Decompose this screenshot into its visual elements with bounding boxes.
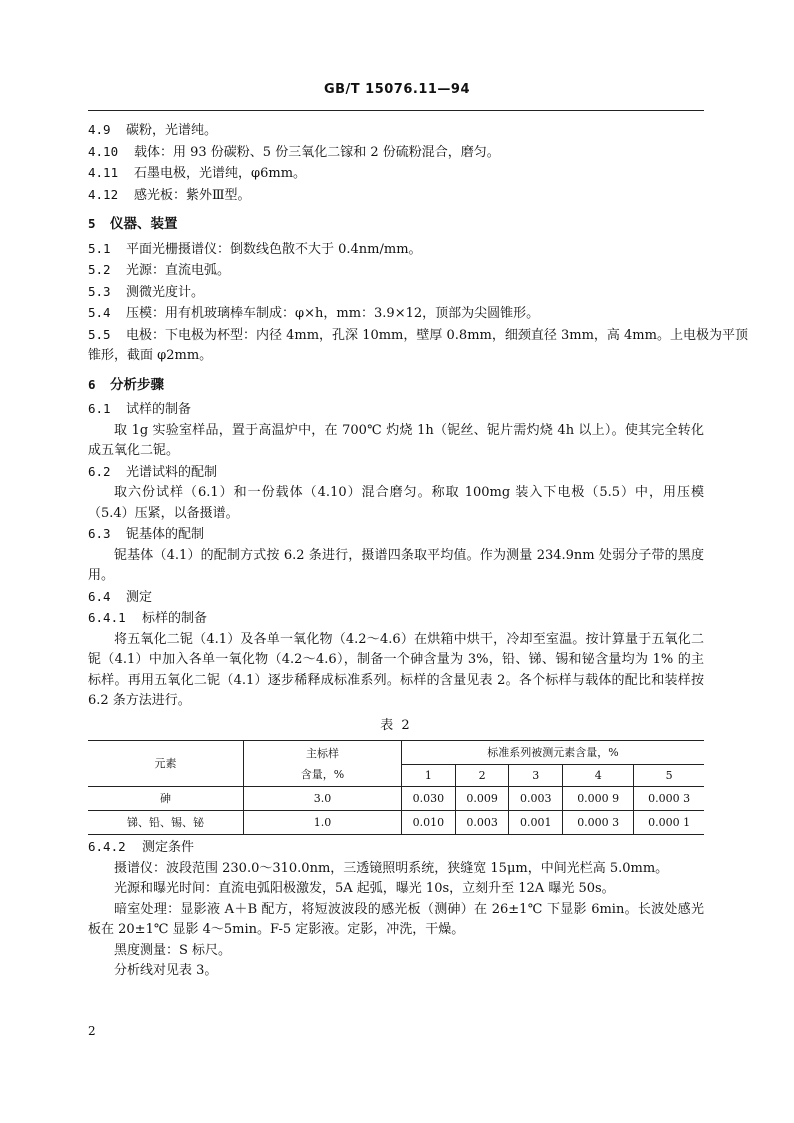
paragraph-6-2: 取六份试样（6.1）和一份载体（4.10）混合磨匀。称取 100mg 装入下电极（5.5）中，用压模（5.4）压紧，以备摄谱。 <box>88 485 704 521</box>
subsection-6-1-heading <box>88 399 704 421</box>
section-number: 6 <box>88 376 96 392</box>
item-5-2 <box>88 260 704 282</box>
clause-number: 6.4.1 <box>88 610 126 625</box>
table-2-title: 表 2 <box>380 717 412 733</box>
subsection-title: 测定条件 <box>142 840 195 855</box>
series-num: 5 <box>634 765 704 787</box>
series-num: 4 <box>563 765 634 787</box>
clause-text: 电极：下电极为杯型：内径 4mm，孔深 10mm，壁厚 0.8mm，细颈直径 3mm，高 4mm。上电极为平顶 <box>126 327 748 343</box>
clause-number: 4.12 <box>88 186 119 202</box>
cell-element: 砷 <box>88 787 244 811</box>
header-element: 元素 <box>88 741 244 787</box>
table-2 <box>88 740 704 835</box>
clause-number: 6.4 <box>88 588 111 604</box>
cell-value: 0.010 <box>402 811 456 835</box>
clause-number: 6.1 <box>88 401 111 416</box>
clause-text: 感光板：紫外Ⅲ型。 <box>134 187 251 203</box>
item-4-9 <box>88 120 704 142</box>
table-header-row <box>88 741 704 765</box>
header-series: 标准系列被测元素含量，% <box>402 741 705 765</box>
paragraph-6-4-2-spectrograph: 摄谱仪：波段范围 230.0～310.0nm，三透镜照明系统，狭缝宽 15μm，中间光栏高 5.0mm。 <box>114 860 669 876</box>
subsection-6-2-heading <box>88 462 704 484</box>
section-title: 仪器、装置 <box>110 216 178 232</box>
item-4-10 <box>88 142 704 164</box>
subsection-6-4-2-heading <box>88 837 704 859</box>
item-4-12 <box>88 185 704 207</box>
paragraph-6-1: 取 1g 实验室样品，置于高温炉中，在 700℃ 灼烧 1h（铌丝、铌片需灼烧 4h 以上）。使其完全转化成五氧化二铌。 <box>88 422 704 458</box>
standard-code-header: GB/T 15076.11—94 <box>323 82 471 97</box>
page-number: 2 <box>88 1024 96 1038</box>
clause-number: 5.1 <box>88 240 111 256</box>
item-5-1 <box>88 239 704 261</box>
item-4-11 <box>88 163 704 185</box>
section-5-heading <box>88 214 704 235</box>
clause-number: 5.2 <box>88 262 111 277</box>
clause-number: 6.2 <box>88 463 111 479</box>
section-title: 分析步骤 <box>110 376 164 393</box>
subsection-title: 测定 <box>126 589 153 605</box>
clause-number: 5.4 <box>88 305 111 320</box>
cell-value: 0.001 <box>509 811 563 835</box>
series-num: 3 <box>509 765 563 787</box>
subsection-6-3-heading <box>88 524 704 546</box>
cell-value: 0.003 <box>455 811 509 835</box>
cell-value: 0.000 1 <box>634 811 704 835</box>
table-row <box>88 811 704 835</box>
clause-text: 光源：直流电弧。 <box>126 263 231 278</box>
clause-text: 平面光栅摄谱仪：倒数线色散不大于 0.4nm/mm。 <box>126 241 422 257</box>
clause-number: 5.5 <box>88 326 111 342</box>
paragraph-6-3: 铌基体（4.1）的配制方式按 6.2 条进行，摄谱四条取平均值。作为测量 234.9nm 处弱分子带的黑度用。 <box>88 547 704 583</box>
cell-value: 0.000 9 <box>563 787 634 811</box>
section-number: 5 <box>88 216 96 231</box>
clause-number: 4.10 <box>88 143 119 159</box>
clause-text: 压模：用有机玻璃棒车制成：φ×h，mm：3.9×12，顶部为尖圆锥形。 <box>126 306 540 321</box>
paragraph-6-4-1: 将五氧化二铌（4.1）及各单一氧化物（4.2～4.6）在烘箱中烘干，冷却至室温。按计算量于五氧化二铌（4.1）中加入各单一氧化物（4.2～4.6），制备一个砷含量为 3%，铅、锑、锡和铋含量均为 1% 的主标样。再用五氧化二铌（4.1）逐步稀释成标准系列。标样的含量见表 2。各个标样与载体的配比和装样按 6.2 条方法进行。 <box>88 631 704 708</box>
header-rule <box>88 110 704 111</box>
paragraph-6-4-2-density: 黑度测量：S 标尺。 <box>114 942 232 958</box>
paragraph-6-4-2-darkroom: 暗室处理：显影液 A＋B 配方，将短波波段的感光板（测砷）在 26±1℃ 下显影 6min。长波处感光板在 20±1℃ 显影 4～5min。F-5 定影液。定影，冲洗，干燥。 <box>88 901 704 937</box>
header-main-line1: 主标样 <box>306 746 339 760</box>
cell-value: 0.030 <box>402 787 456 811</box>
cell-element: 锑、铅、锡、铋 <box>88 811 244 835</box>
series-num: 1 <box>402 765 456 787</box>
cell-value: 0.009 <box>455 787 509 811</box>
item-5-5 <box>88 325 748 347</box>
paragraph-6-4-2-light-source: 光源和曝光时间：直流电弧阳极激发，5A 起弧，曝光 10s，立刻升至 12A 曝光 50s。 <box>114 881 615 896</box>
cell-value: 0.000 3 <box>634 787 704 811</box>
clause-number: 4.9 <box>88 122 111 137</box>
clause-text: 石墨电极，光谱纯，φ6mm。 <box>134 166 307 181</box>
item-5-3 <box>88 282 704 304</box>
cell-value: 0.003 <box>509 787 563 811</box>
clause-number: 5.3 <box>88 283 111 299</box>
series-num: 2 <box>455 765 509 787</box>
header-main-line2: 含量，% <box>300 767 345 781</box>
clause-text: 载体：用 93 份碳粉、5 份三氧化二镓和 2 份硫粉混合，磨匀。 <box>134 144 500 160</box>
document-body <box>88 120 748 982</box>
item-5-4 <box>88 303 704 325</box>
clause-number: 6.4.2 <box>88 839 126 854</box>
header-main-standard <box>244 741 402 787</box>
cell-main: 1.0 <box>244 811 402 835</box>
table-row <box>88 787 704 811</box>
clause-text: 测微光度计。 <box>126 284 205 300</box>
item-5-5-continued: 锥形，截面 φ2mm。 <box>88 348 213 363</box>
clause-number: 4.11 <box>88 165 119 180</box>
clause-number: 6.3 <box>88 526 111 541</box>
section-6-heading <box>88 375 704 396</box>
cell-value: 0.000 3 <box>563 811 634 835</box>
subsection-title: 试样的制备 <box>126 402 192 417</box>
paragraph-6-4-2-lines: 分析线对见表 3。 <box>114 963 218 978</box>
subsection-6-4-1-heading <box>88 608 704 630</box>
cell-main: 3.0 <box>244 787 402 811</box>
subsection-title: 标样的制备 <box>142 611 208 626</box>
subsection-title: 光谱试料的配制 <box>126 464 218 480</box>
subsection-title: 铌基体的配制 <box>126 527 205 542</box>
clause-text: 碳粉，光谱纯。 <box>126 123 218 138</box>
subsection-6-4-heading <box>88 587 704 609</box>
